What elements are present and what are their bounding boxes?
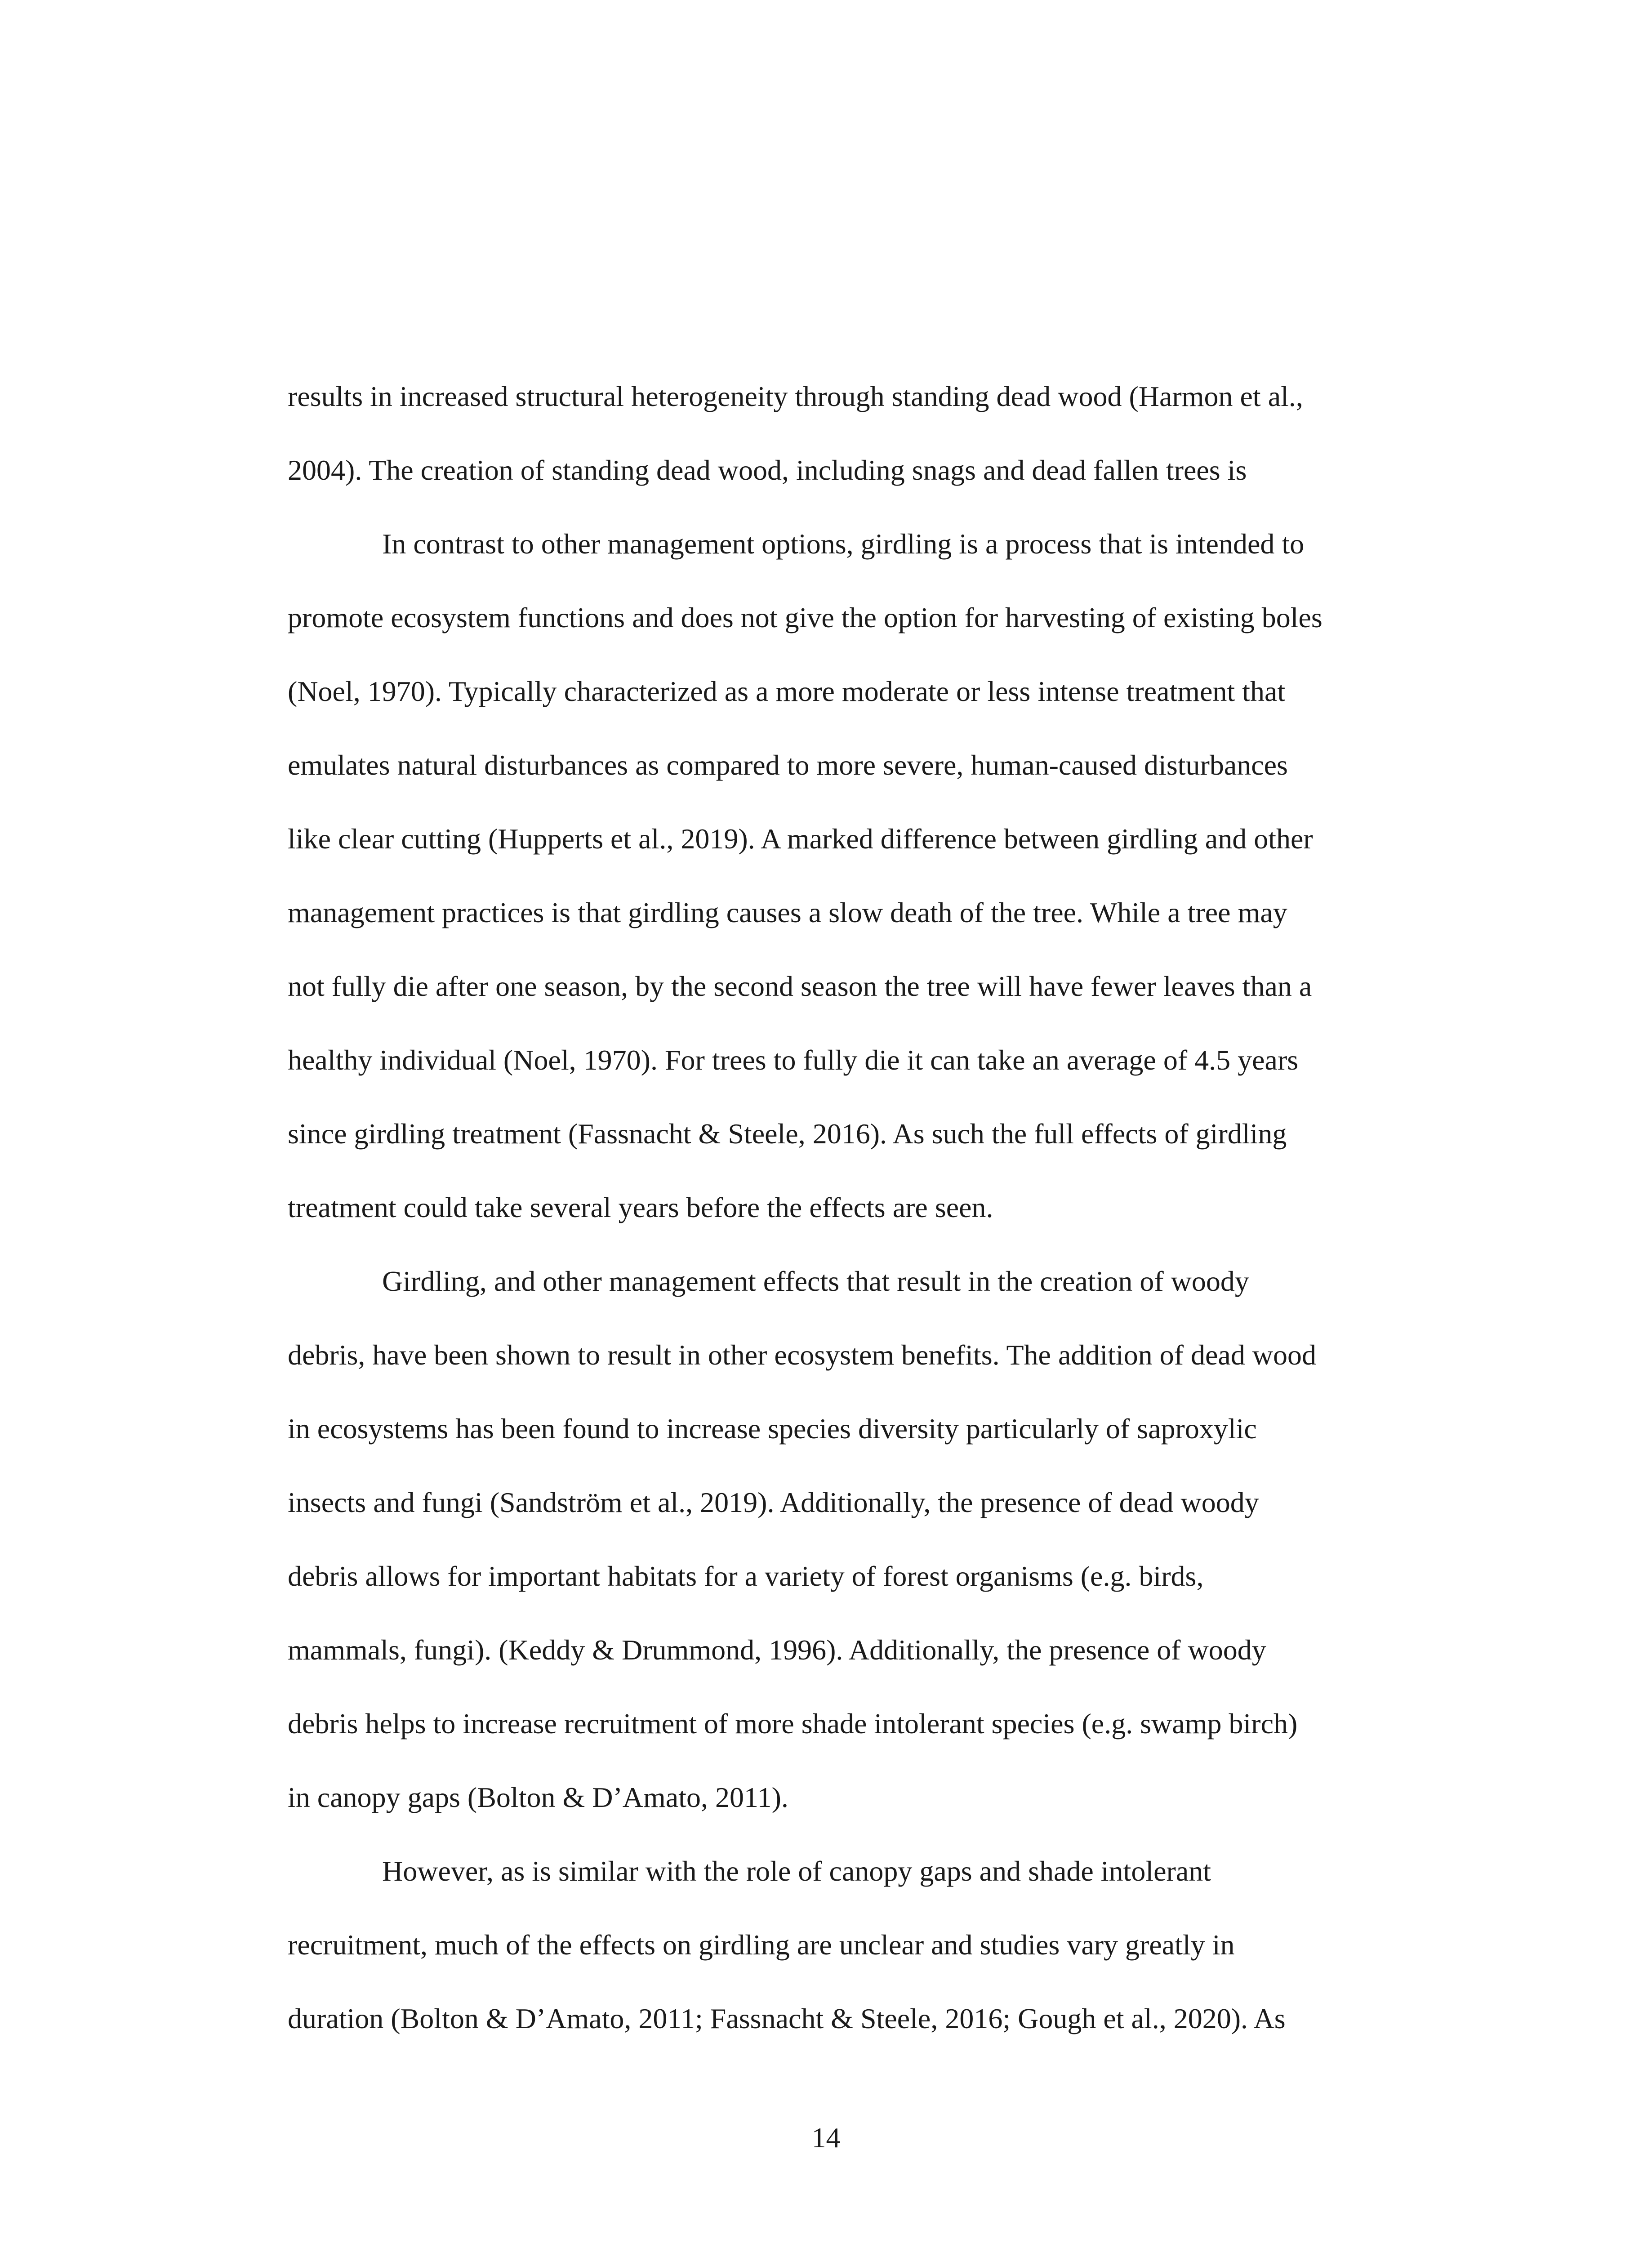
text-line: recruitment, much of the effects on girdling are unclear and studies vary greatly in xyxy=(288,1929,1235,1961)
text-line: emulates natural disturbances as compared to more severe, human-caused disturbances xyxy=(288,749,1288,781)
text-line: results in increased structural heterogeneity through standing dead wood (Harmon et al., xyxy=(288,380,1303,412)
text-line: (Noel, 1970). Typically characterized as a more moderate or less intense treatment that xyxy=(288,675,1286,707)
text-line: like clear cutting (Hupperts et al., 2019). A marked difference between girdling and other xyxy=(288,823,1313,855)
text-line: treatment could take several years before the effects are seen. xyxy=(288,1191,993,1223)
text-line: since girdling treatment (Fassnacht & Steele, 2016). As such the full effects of girdling xyxy=(288,1118,1287,1150)
paragraph-start-line: Girdling, and other management effects that result in the creation of woody xyxy=(382,1265,1249,1297)
text-line: debris, have been shown to result in other ecosystem benefits. The addition of dead wood xyxy=(288,1339,1317,1371)
text-line: insects and fungi (Sandström et al., 2019). Additionally, the presence of dead woody xyxy=(288,1486,1259,1518)
text-line: promote ecosystem functions and does not give the option for harvesting of existing boles xyxy=(288,602,1322,633)
text-line: mammals, fungi). (Keddy & Drummond, 1996). Additionally, the presence of woody xyxy=(288,1634,1266,1666)
text-line: in canopy gaps (Bolton & D’Amato, 2011). xyxy=(288,1781,788,1813)
text-line: duration (Bolton & D’Amato, 2011; Fassnacht & Steele, 2016; Gough et al., 2020). As xyxy=(288,2003,1286,2034)
text-line: 2004). The creation of standing dead wood, including snags and dead fallen trees is xyxy=(288,454,1247,486)
text-line: not fully die after one season, by the second season the tree will have fewer leaves than a xyxy=(288,970,1312,1002)
text-line: management practices is that girdling causes a slow death of the tree. While a tree may xyxy=(288,897,1287,928)
text-line: healthy individual (Noel, 1970). For trees to fully die it can take an average of 4.5 years xyxy=(288,1044,1299,1076)
text-line: in ecosystems has been found to increase species diversity particularly of saproxylic xyxy=(288,1413,1257,1445)
paragraph-start-line: However, as is similar with the role of canopy gaps and shade intolerant xyxy=(382,1855,1211,1887)
paragraph-start-line: In contrast to other management options, girdling is a process that is intended to xyxy=(382,528,1305,560)
page-number: 14 xyxy=(811,2122,841,2154)
body-text xyxy=(288,360,1447,2056)
text-line: debris helps to increase recruitment of more shade intolerant species (e.g. swamp birch) xyxy=(288,1708,1298,1740)
text-line: debris allows for important habitats for a variety of forest organisms (e.g. birds, xyxy=(288,1560,1204,1592)
